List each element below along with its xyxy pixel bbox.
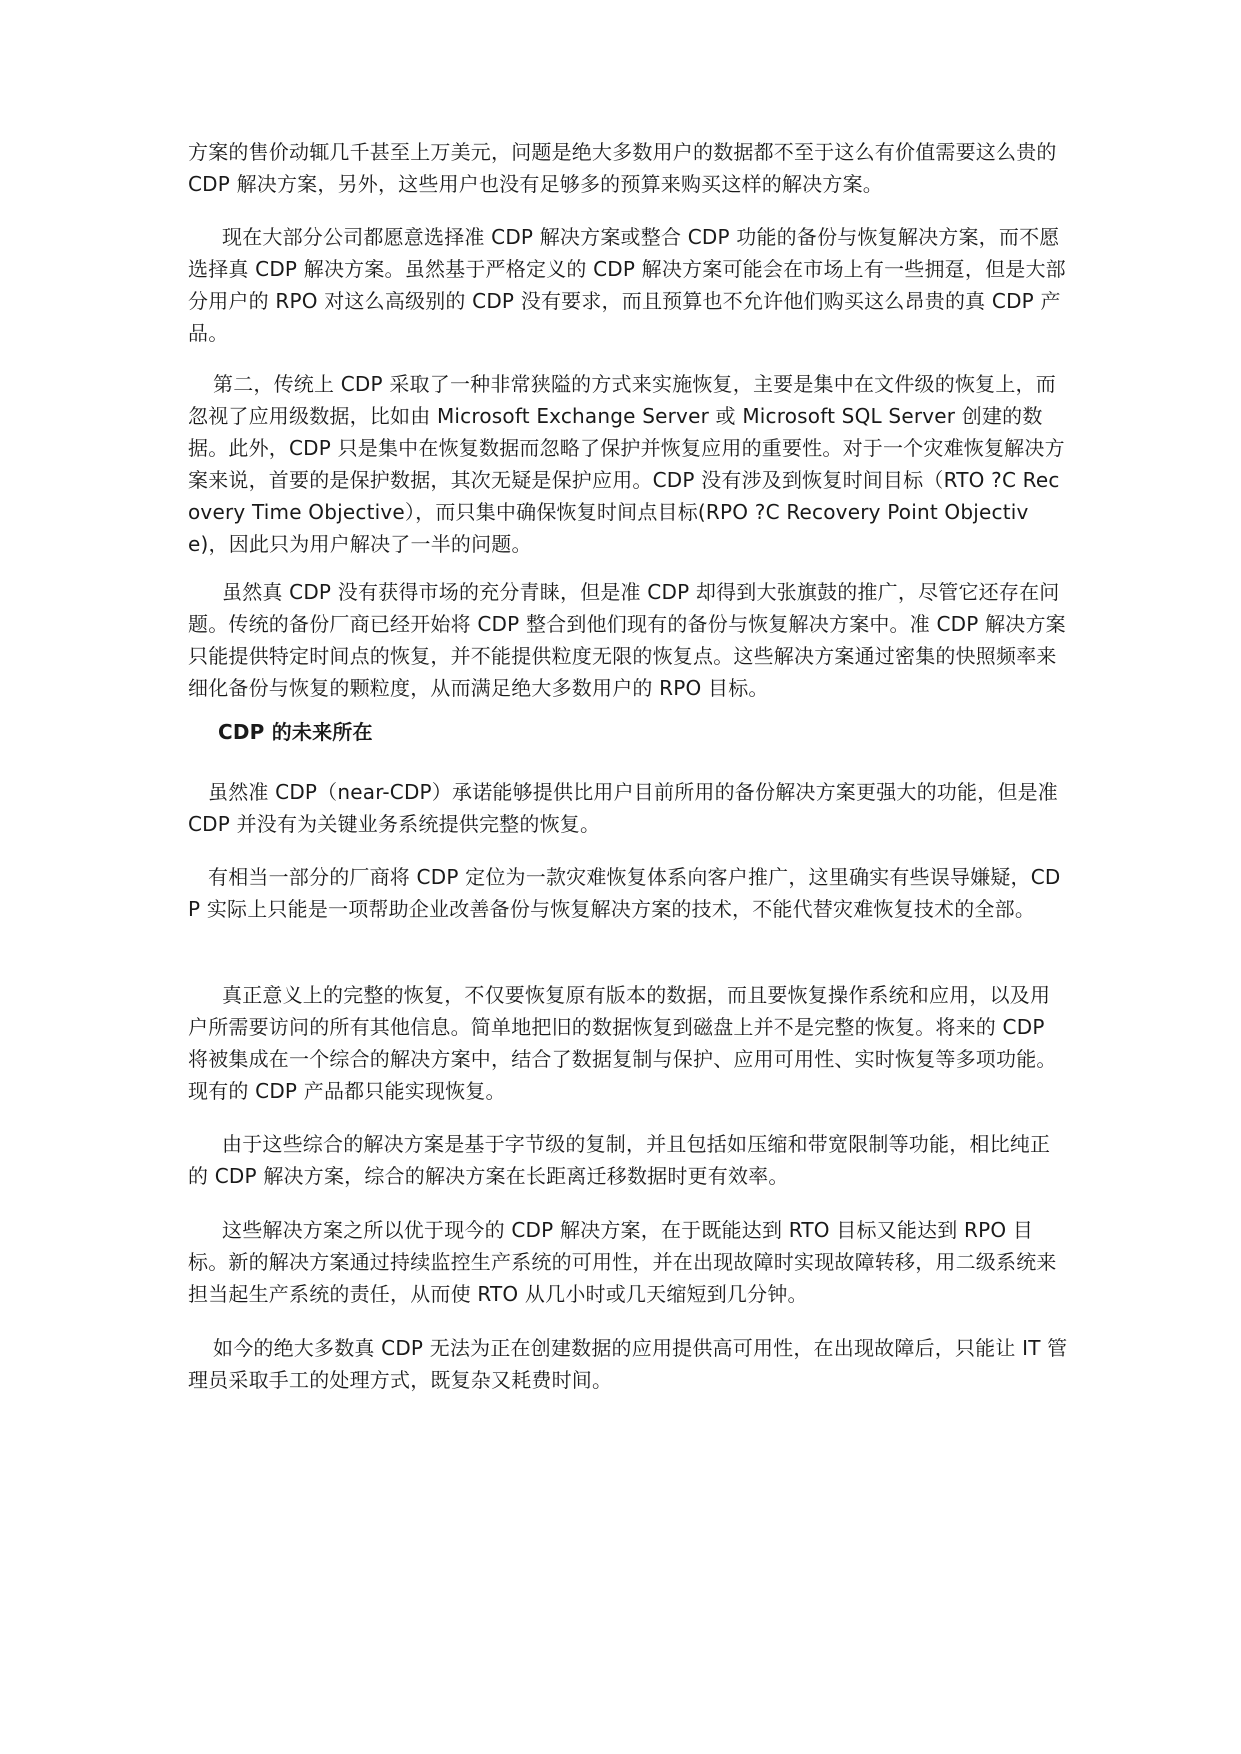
- paragraph-4: 虽然真 CDP 没有获得市场的充分青睐，但是准 CDP 却得到大张旗鼓的推广，尽管它还存在问题。传统的备份厂商已经开始将 CDP 整合到他们现有的备份与恢复解决方案中。准 CDP 解决方案只能提供特定时间点的恢复，并不能提供粒度无限的恢复点。这些解决方案通过密集的快照频率来细化备份与恢复的颗粒度，从而满足绝大多数用户的 RPO 目标。: [188, 580, 1066, 700]
- paragraph-10: 如今的绝大多数真 CDP 无法为正在创建数据的应用提供高可用性，在出现故障后，只能让 IT 管理员采取手工的处理方式，既复杂又耗费时间。: [188, 1336, 1068, 1392]
- paragraph-6: 有相当一部分的厂商将 CDP 定位为一款灾难恢复体系向客户推广，这里确实有些误导嫌疑，CDP 实际上只能是一项帮助企业改善备份与恢复解决方案的技术，不能代替灾难恢复技术的全部。: [188, 865, 1061, 921]
- paragraph-7: 真正意义上的完整的恢复，不仅要恢复原有版本的数据，而且要恢复操作系统和应用，以及用户所需要访问的所有其他信息。简单地把旧的数据恢复到磁盘上并不是完整的恢复。将来的 CDP 将被集成在一个综合的解决方案中，结合了数据复制与保护、应用可用性、实时恢复等多项功能。现有的 CDP 产品都只能实现恢复。: [188, 983, 1057, 1103]
- section-heading: CDP 的未来所在: [218, 720, 373, 744]
- paragraph-9: 这些解决方案之所以优于现今的 CDP 解决方案，在于既能达到 RTO 目标又能达到 RPO 目标。新的解决方案通过持续监控生产系统的可用性，并在出现故障时实现故障转移，用二级系统来担当起生产系统的责任，从而使 RTO 从几小时或几天缩短到几分钟。: [188, 1218, 1057, 1306]
- paragraph-5: 虽然准 CDP（near-CDP）承诺能够提供比用户目前所用的备份解决方案更强大的功能，但是准 CDP 并没有为关键业务系统提供完整的恢复。: [188, 780, 1059, 836]
- paragraph-3: 第二，传统上 CDP 采取了一种非常狭隘的方式来实施恢复，主要是集中在文件级的恢复上，而忽视了应用级数据，比如由 Microsoft Exchange Server 或 Microsoft SQL Server 创建的数据。此外，CDP 只是集中在恢复数据而忽略了保护并恢复应用的重要性。对于一个灾难恢复解决方案来说，首要的是保护数据，其次无疑是保护应用。CDP 没有涉及到恢复时间目标（RTO ?C Recovery Time Objective），而只集中确保恢复时间点目标(RPO ?C Recovery Point Objective)，因此只为用户解决了一半的问题。: [188, 372, 1065, 556]
- paragraph-8: 由于这些综合的解决方案是基于字节级的复制，并且包括如压缩和带宽限制等功能，相比纯正的 CDP 解决方案，综合的解决方案在长距离迁移数据时更有效率。: [188, 1132, 1051, 1188]
- paragraph-2: 现在大部分公司都愿意选择准 CDP 解决方案或整合 CDP 功能的备份与恢复解决方案，而不愿选择真 CDP 解决方案。虽然基于严格定义的 CDP 解决方案可能会在市场上有一些拥趸，但是大部分用户的 RPO 对这么高级别的 CDP 没有要求，而且预算也不允许他们购买这么昂贵的真 CDP 产品。: [188, 225, 1066, 345]
- paragraph-1: 方案的售价动辄几千甚至上万美元，问题是绝大多数用户的数据都不至于这么有价值需要这么贵的 CDP 解决方案，另外，这些用户也没有足够多的预算来购买这样的解决方案。: [188, 140, 1057, 196]
